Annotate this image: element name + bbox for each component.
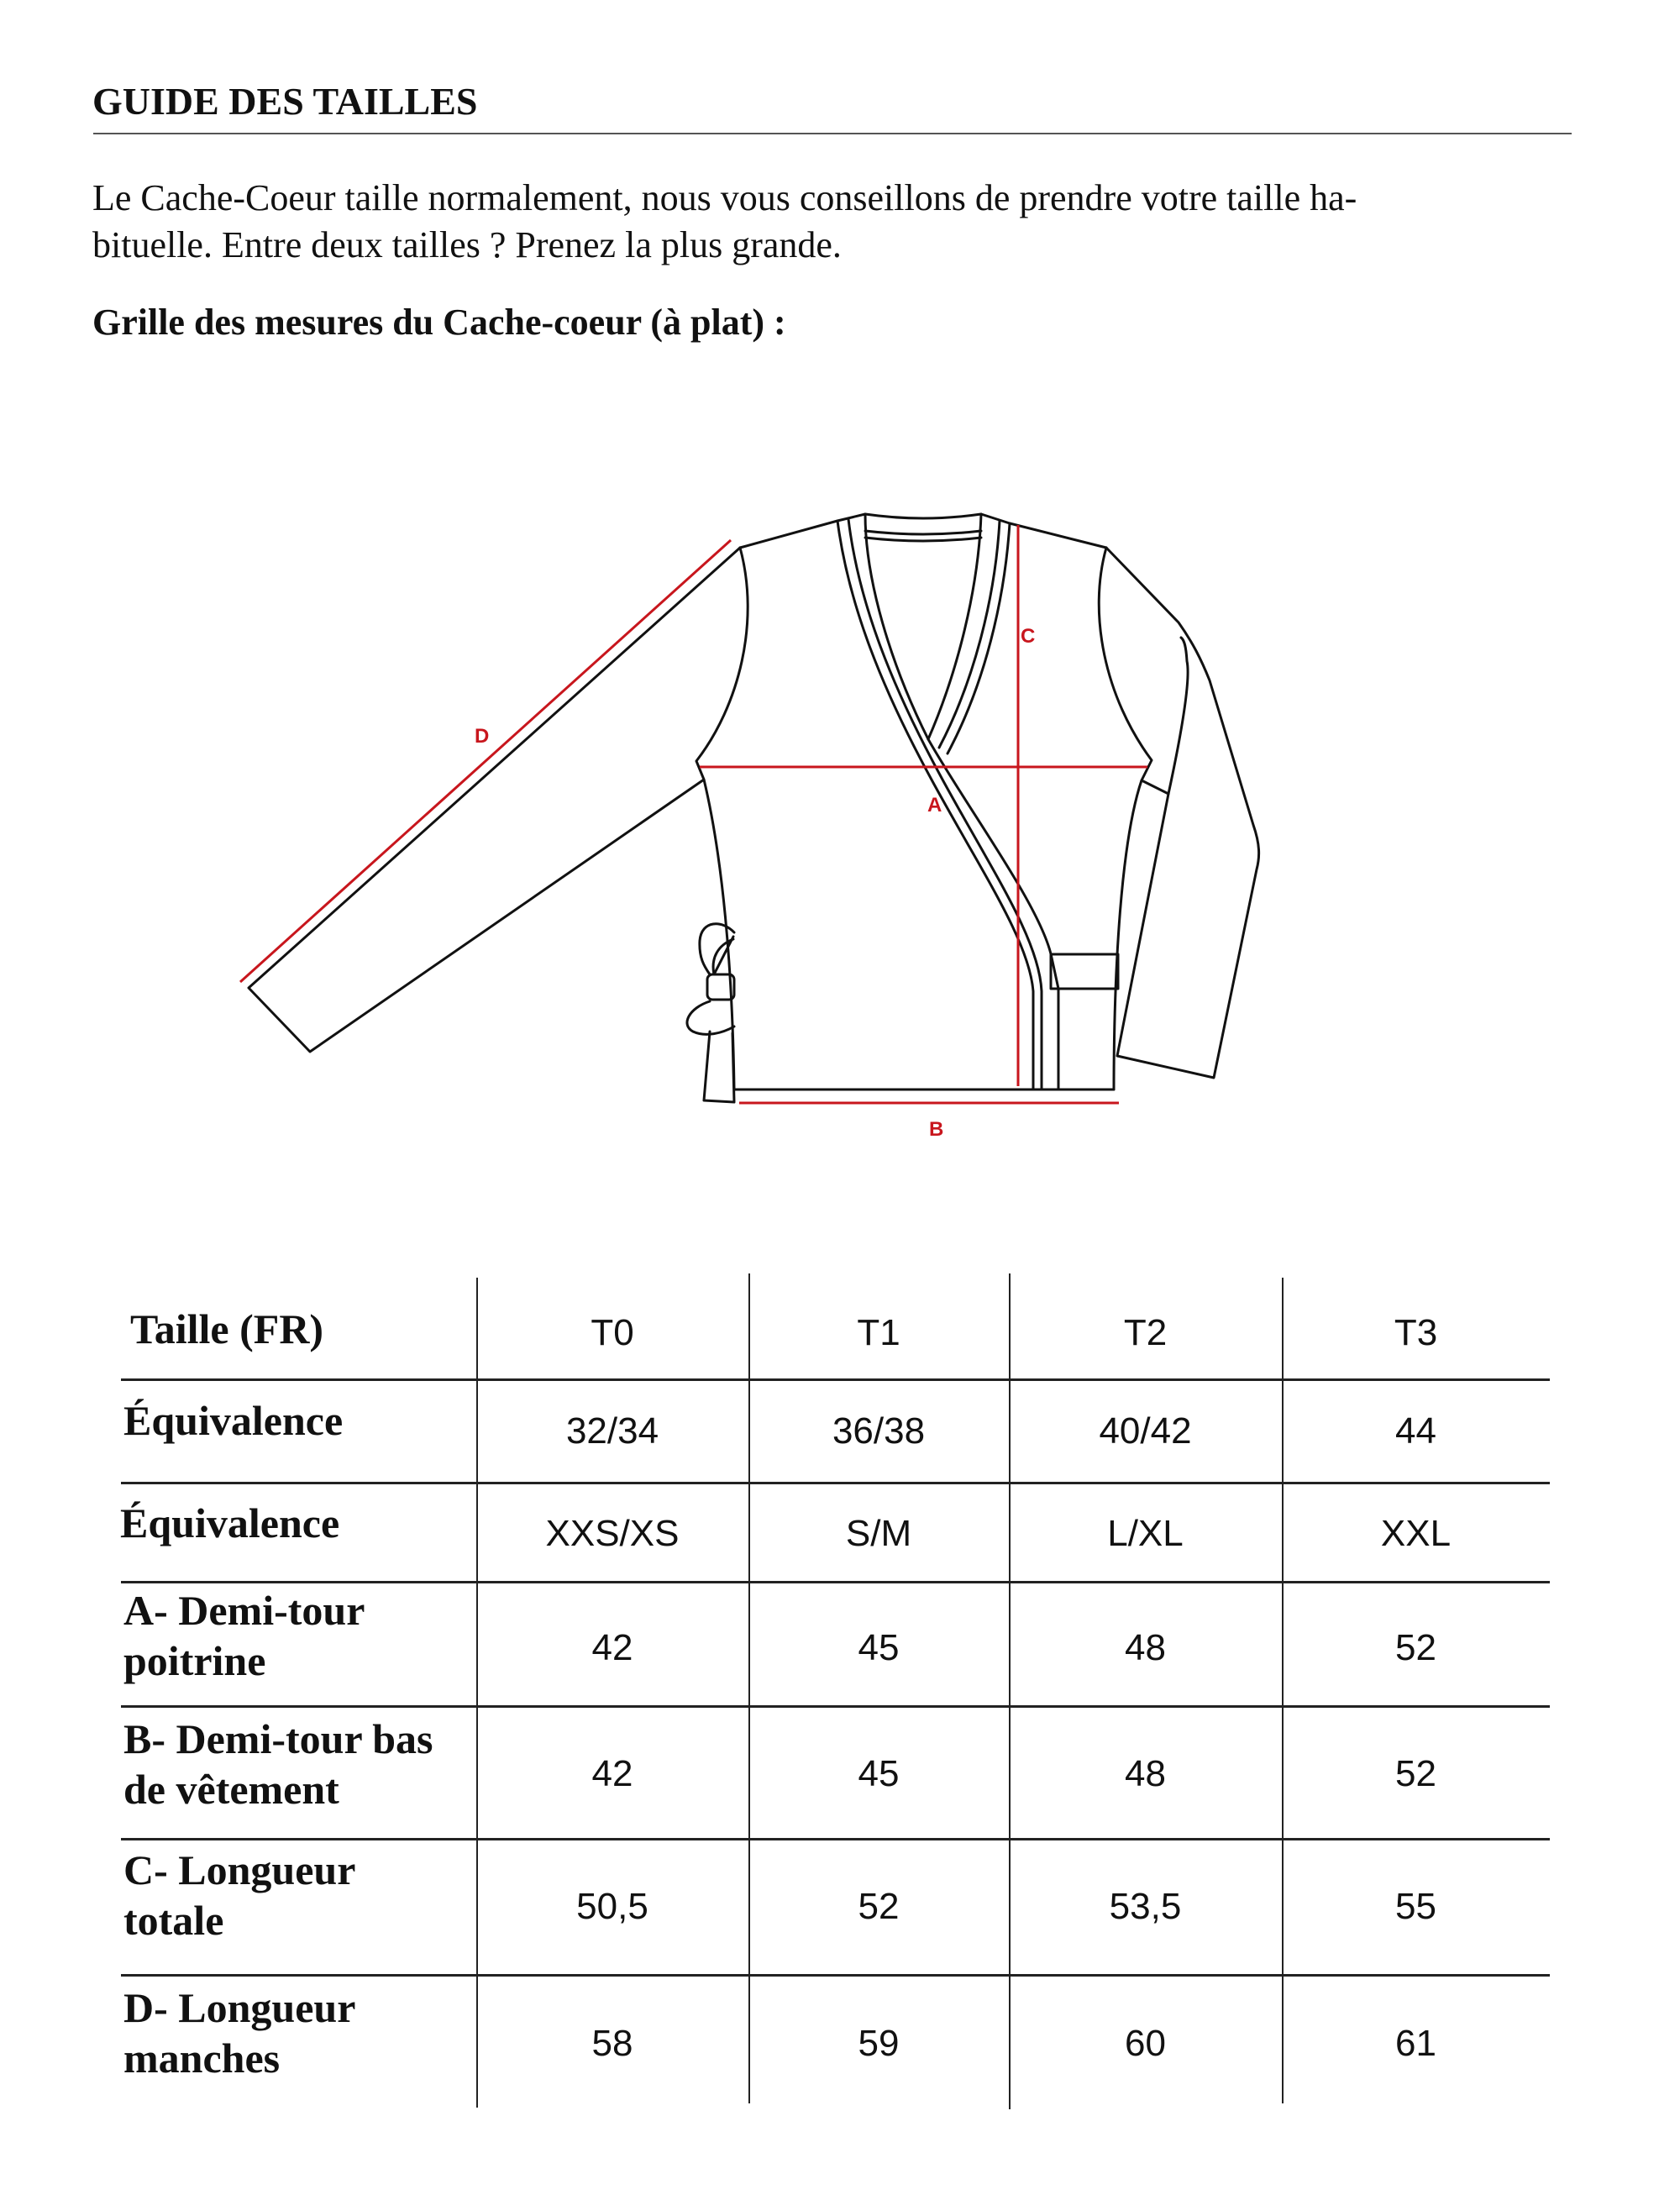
cell: XXL	[1380, 1513, 1452, 1554]
table-rule	[121, 1974, 1550, 1977]
page-title: GUIDE DES TAILLES	[92, 80, 478, 123]
cell: XXS/XS	[545, 1513, 680, 1554]
right-sleeve-seam	[1142, 780, 1168, 794]
label-b: B	[929, 1118, 944, 1141]
row-label-line: D- Longueur	[123, 1984, 356, 2031]
cell: 52	[858, 1886, 900, 1927]
right-sleeve	[1106, 548, 1259, 1078]
cell: 50,5	[576, 1886, 648, 1927]
cell: L/XL	[1107, 1513, 1184, 1554]
row-label-c-length	[123, 1845, 468, 1945]
cell: 55	[1395, 1886, 1436, 1927]
cell: 45	[858, 1753, 900, 1794]
intro-line-1: Le Cache-Coeur taille normalement, nous vous conseillons de prendre votre taille ha-	[92, 177, 1357, 218]
table-column-divider	[1282, 1278, 1284, 2103]
label-c: C	[1021, 625, 1036, 648]
row-label-line: totale	[123, 1897, 224, 1944]
left-shoulder	[740, 514, 865, 548]
cell: 61	[1395, 2023, 1436, 2064]
bow-loop-inner	[713, 937, 733, 974]
row-label-line: de vêtement	[123, 1766, 339, 1813]
bow-tail	[704, 1032, 734, 1102]
bow-loop-top	[700, 924, 734, 974]
table-column-divider	[1009, 1273, 1011, 2109]
row-label-equivalence-letters: Équivalence	[120, 1499, 340, 1546]
cell: 42	[591, 1753, 633, 1794]
cell: 42	[591, 1627, 633, 1668]
table-rule	[121, 1838, 1550, 1840]
cell: 40/42	[1099, 1410, 1192, 1452]
intro-paragraph	[92, 175, 1575, 269]
bow-knot	[707, 974, 734, 1000]
row-label-b-hem	[123, 1714, 476, 1814]
title-divider	[93, 133, 1572, 134]
column-header-t3: T3	[1394, 1312, 1438, 1353]
body-left-armhole	[696, 548, 748, 1089]
table-column-divider	[748, 1273, 750, 2103]
cell: 58	[591, 2023, 633, 2064]
table-header-label: Taille (FR)	[130, 1305, 324, 1352]
row-label-a-chest	[123, 1585, 468, 1686]
cell: 59	[858, 2023, 900, 2064]
measurement-lines	[240, 525, 1147, 1103]
table-rule	[121, 1378, 1550, 1381]
belt-tab	[1051, 954, 1118, 989]
cell: 60	[1125, 2023, 1166, 2064]
neckline-right-band-2	[939, 521, 1000, 748]
table-rule	[121, 1705, 1550, 1708]
row-label-line: poitrine	[123, 1637, 266, 1684]
cell: 52	[1395, 1627, 1436, 1668]
measurement-labels	[475, 625, 1035, 1141]
wrap-band-3	[928, 739, 1058, 1089]
back-neck-band-inner	[865, 531, 981, 534]
neckline-left-inner	[865, 514, 928, 739]
column-header-t1: T1	[857, 1312, 900, 1353]
garment-outline	[249, 514, 1259, 1102]
cell: S/M	[845, 1513, 912, 1554]
column-header-t2: T2	[1123, 1312, 1168, 1353]
table-rule	[121, 1581, 1550, 1583]
row-label-equivalence-fr: Équivalence	[123, 1397, 344, 1444]
bow-loop-bottom	[687, 1001, 734, 1034]
row-label-line: A- Demi-tour	[123, 1587, 365, 1634]
neckline-right-band-1	[928, 514, 981, 739]
right-shoulder	[981, 514, 1106, 548]
row-label-line: manches	[123, 2035, 281, 2082]
measurements-subheading: Grille des mesures du Cache-coeur (à plat) :	[92, 302, 786, 343]
neckline-right-band-3	[948, 523, 1010, 753]
back-neck-band	[865, 514, 981, 518]
back-neck-band-inner-2	[865, 538, 981, 541]
measure-line-d	[240, 540, 731, 982]
cell: 48	[1125, 1753, 1166, 1794]
table-rule	[121, 1482, 1550, 1484]
cell: 52	[1395, 1753, 1436, 1794]
cell: 36/38	[832, 1410, 926, 1452]
row-label-line: C- Longueur	[123, 1846, 356, 1893]
label-d: D	[475, 725, 490, 748]
wrap-band-2	[848, 519, 1042, 1089]
left-sleeve	[249, 548, 740, 1052]
column-header-t0: T0	[591, 1312, 634, 1353]
wrap-band-1	[837, 521, 1036, 1089]
cell: 32/34	[565, 1410, 659, 1452]
cell: 53,5	[1109, 1886, 1182, 1927]
cell: 48	[1125, 1627, 1166, 1668]
cell: 44	[1395, 1410, 1436, 1452]
cell: 45	[858, 1627, 900, 1668]
row-label-line: B- Demi-tour bas	[123, 1715, 433, 1762]
body-right-armhole	[1099, 548, 1152, 1089]
row-label-d-sleeve	[123, 1982, 468, 2083]
label-a: A	[927, 794, 942, 816]
table-column-divider	[476, 1278, 478, 2108]
intro-line-2: bituelle. Entre deux tailles ? Prenez la plus grande.	[92, 224, 842, 265]
